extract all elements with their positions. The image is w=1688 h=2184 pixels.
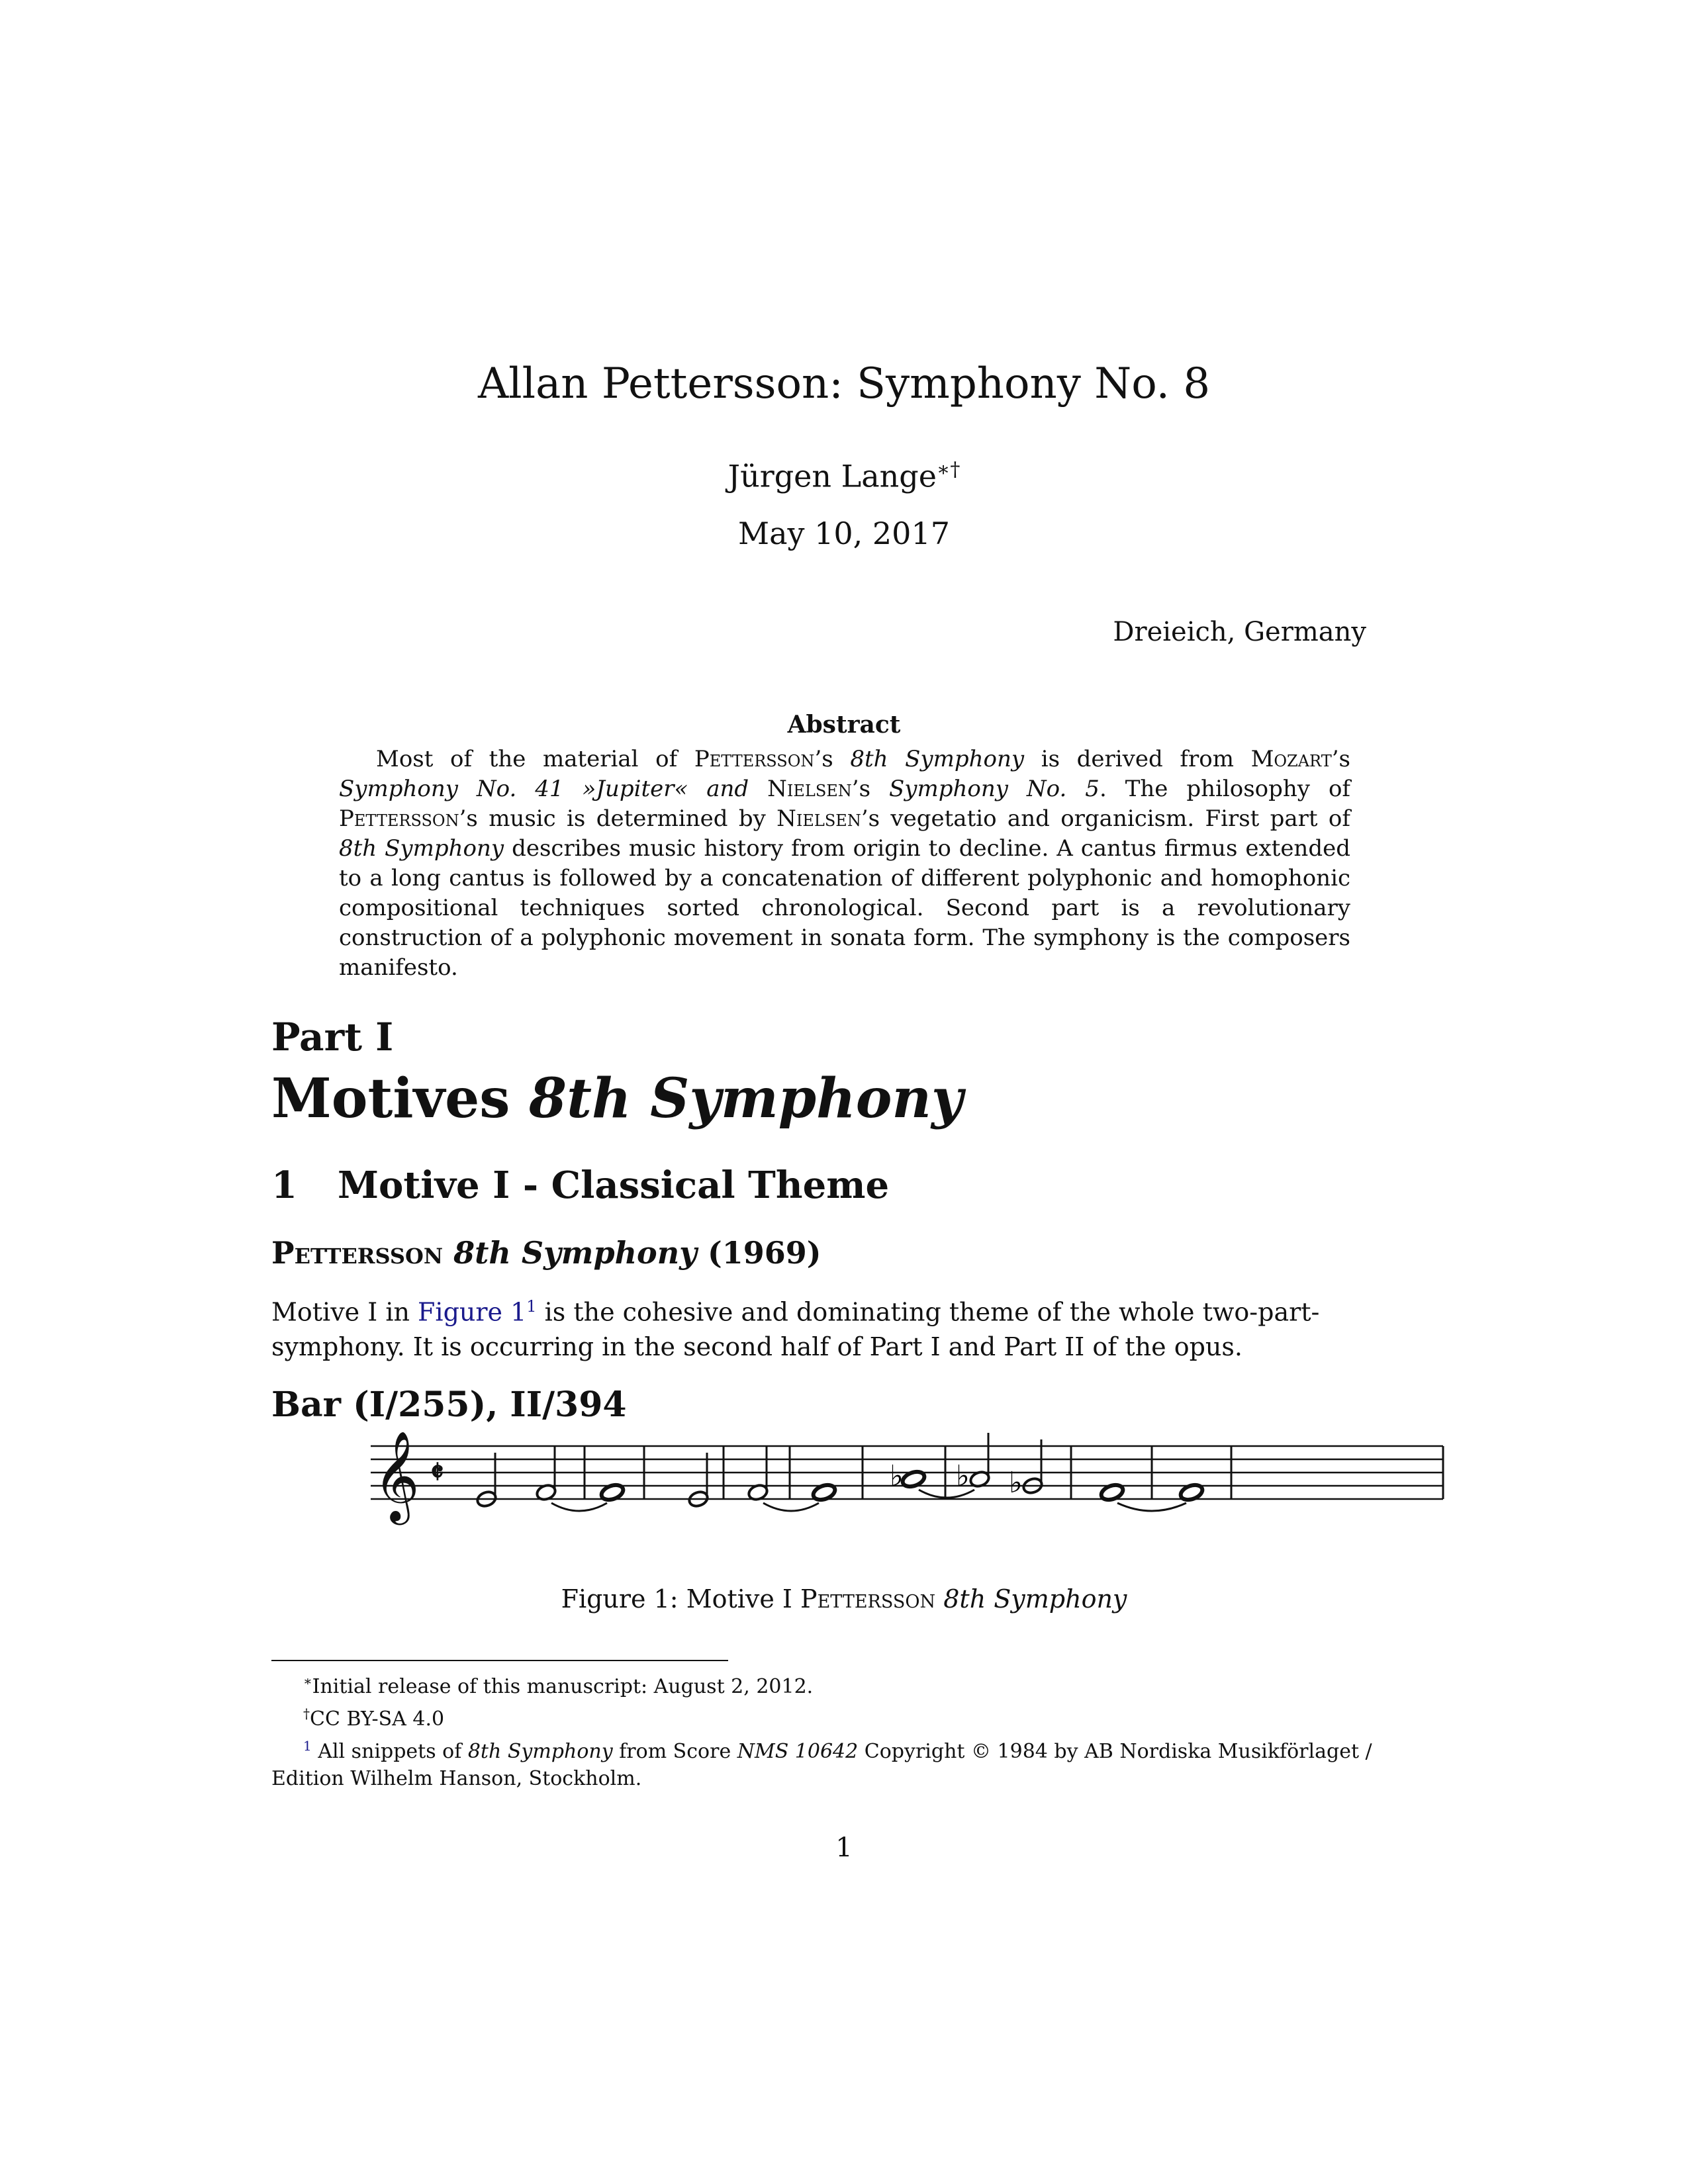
work-title: 8th Symphony [850,746,1025,772]
abstract-body [339,745,1350,983]
footnotes [271,1668,1423,1792]
part-title-text: Motives [271,1067,530,1130]
footnote-text: Copyright © 1984 by AB Nordiska Musikförlaget / Edition Wilhelm Hanson, Stockholm. [271,1740,1372,1790]
page-number: 1 [835,1833,853,1863]
flat-icon: ♭ [956,1459,970,1493]
half-note [475,1453,497,1508]
abstract-heading: Abstract [787,711,901,739]
half-note [687,1453,709,1508]
author-name: Jürgen Lange [727,458,937,494]
footnote-3 [271,1733,1423,1792]
body-paragraph [271,1289,1423,1364]
caption-text: Figure 1: Motive I [561,1584,801,1614]
part-title-work: 8th Symphony [529,1067,963,1130]
abstract-text: ’s vegetatio and organicism. First part of [861,805,1350,832]
cut-time-signature: 𝄵 [430,1454,444,1490]
composer-name: Nielsen [767,776,852,802]
subsection-heading [271,1233,821,1273]
abstract-text: ’s [851,776,889,802]
paragraph-text: Motive I in [271,1297,418,1327]
half-note [535,1446,557,1502]
author [0,450,1688,496]
affiliation: Dreieich, Germany [1113,617,1366,647]
composer-name: Pettersson [800,1584,936,1614]
composer-name: Nielsen [776,805,861,832]
abstract-text: . The philosophy of [1099,776,1350,802]
footnote-text: CC BY-SA 4.0 [310,1707,445,1731]
footnote-text: Initial release of this manuscript: August 2, 2012. [312,1675,814,1698]
music-score [371,1430,1456,1542]
composer-name: Pettersson [339,805,459,832]
figure-caption [0,1582,1688,1616]
year: (1969) [707,1235,821,1271]
bar-heading: Bar (I/255), II/394 [271,1385,627,1425]
tie [763,1503,819,1511]
abstract-text: is derived from [1024,746,1251,772]
work-title: 8th Symphony [467,1740,613,1763]
section-heading [271,1161,889,1209]
whole-note [890,1459,926,1493]
part-label: Part I [271,1015,394,1060]
abstract-text: ’s [814,746,851,772]
work-title: 8th Symphony [339,835,504,862]
footnote-rule [271,1660,728,1661]
work-title: 8th Symphony [943,1584,1127,1614]
half-note [1009,1439,1044,1500]
work-title: Symphony No. 41 »Jupiter« and [339,776,768,802]
staff-lines [371,1446,1443,1499]
abstract-text: ’s music is determined by [459,805,777,832]
footnote-mark[interactable]: 1 [303,1738,312,1754]
composer-name: Pettersson [271,1235,444,1271]
half-note [956,1433,991,1493]
flat-icon: ♭ [1009,1466,1023,1500]
footnote-2 [271,1700,1423,1733]
abstract-text: describes music history from origin to decline. A cantus firmus extended to a long cantus is followed by a concatenation of different polyphonic and homophonic compositional techniques sorted chronological. Second part is a revolutionary construction of a polyphonic movement in sonata form. The symphony is the composers manifesto. [339,835,1350,981]
paper-title: Allan Pettersson: Symphony No. 8 [477,359,1211,408]
footnote-link[interactable]: 1 [526,1297,537,1316]
author-footnote-marks: ∗† [936,458,961,481]
part-title [271,1066,963,1132]
half-note [747,1446,769,1502]
footnote-mark: ∗ [303,1673,312,1689]
section-title: Motive I - Classical Theme [338,1163,890,1207]
work-title: 8th Symphony [453,1235,697,1271]
footnote-text: from Score [612,1740,737,1763]
abstract-text: Most of the material of [376,746,694,772]
tie [551,1503,607,1511]
composer-name: Pettersson [694,746,815,772]
score-id: NMS 10642 [737,1740,859,1763]
flat-icon: ♭ [890,1459,904,1493]
footnote-mark: † [303,1706,310,1721]
paragraph-text: is the cohesive and dominating theme of the whole two-part-symphony. It is occurring in the second half of Part I and Part II of the opus. [271,1297,1320,1361]
composer-name: Mozart [1250,746,1332,772]
abstract-text: ’s [1331,746,1350,772]
tie [1117,1503,1186,1511]
section-number: 1 [271,1163,297,1207]
footnote-text: All snippets of [318,1740,468,1763]
figure-link[interactable]: Figure 1 [418,1297,527,1327]
work-title: Symphony No. 5 [889,776,1100,802]
footnote-1 [271,1668,1423,1700]
treble-clef-icon: 𝄞 [373,1430,420,1521]
date: May 10, 2017 [738,516,950,551]
